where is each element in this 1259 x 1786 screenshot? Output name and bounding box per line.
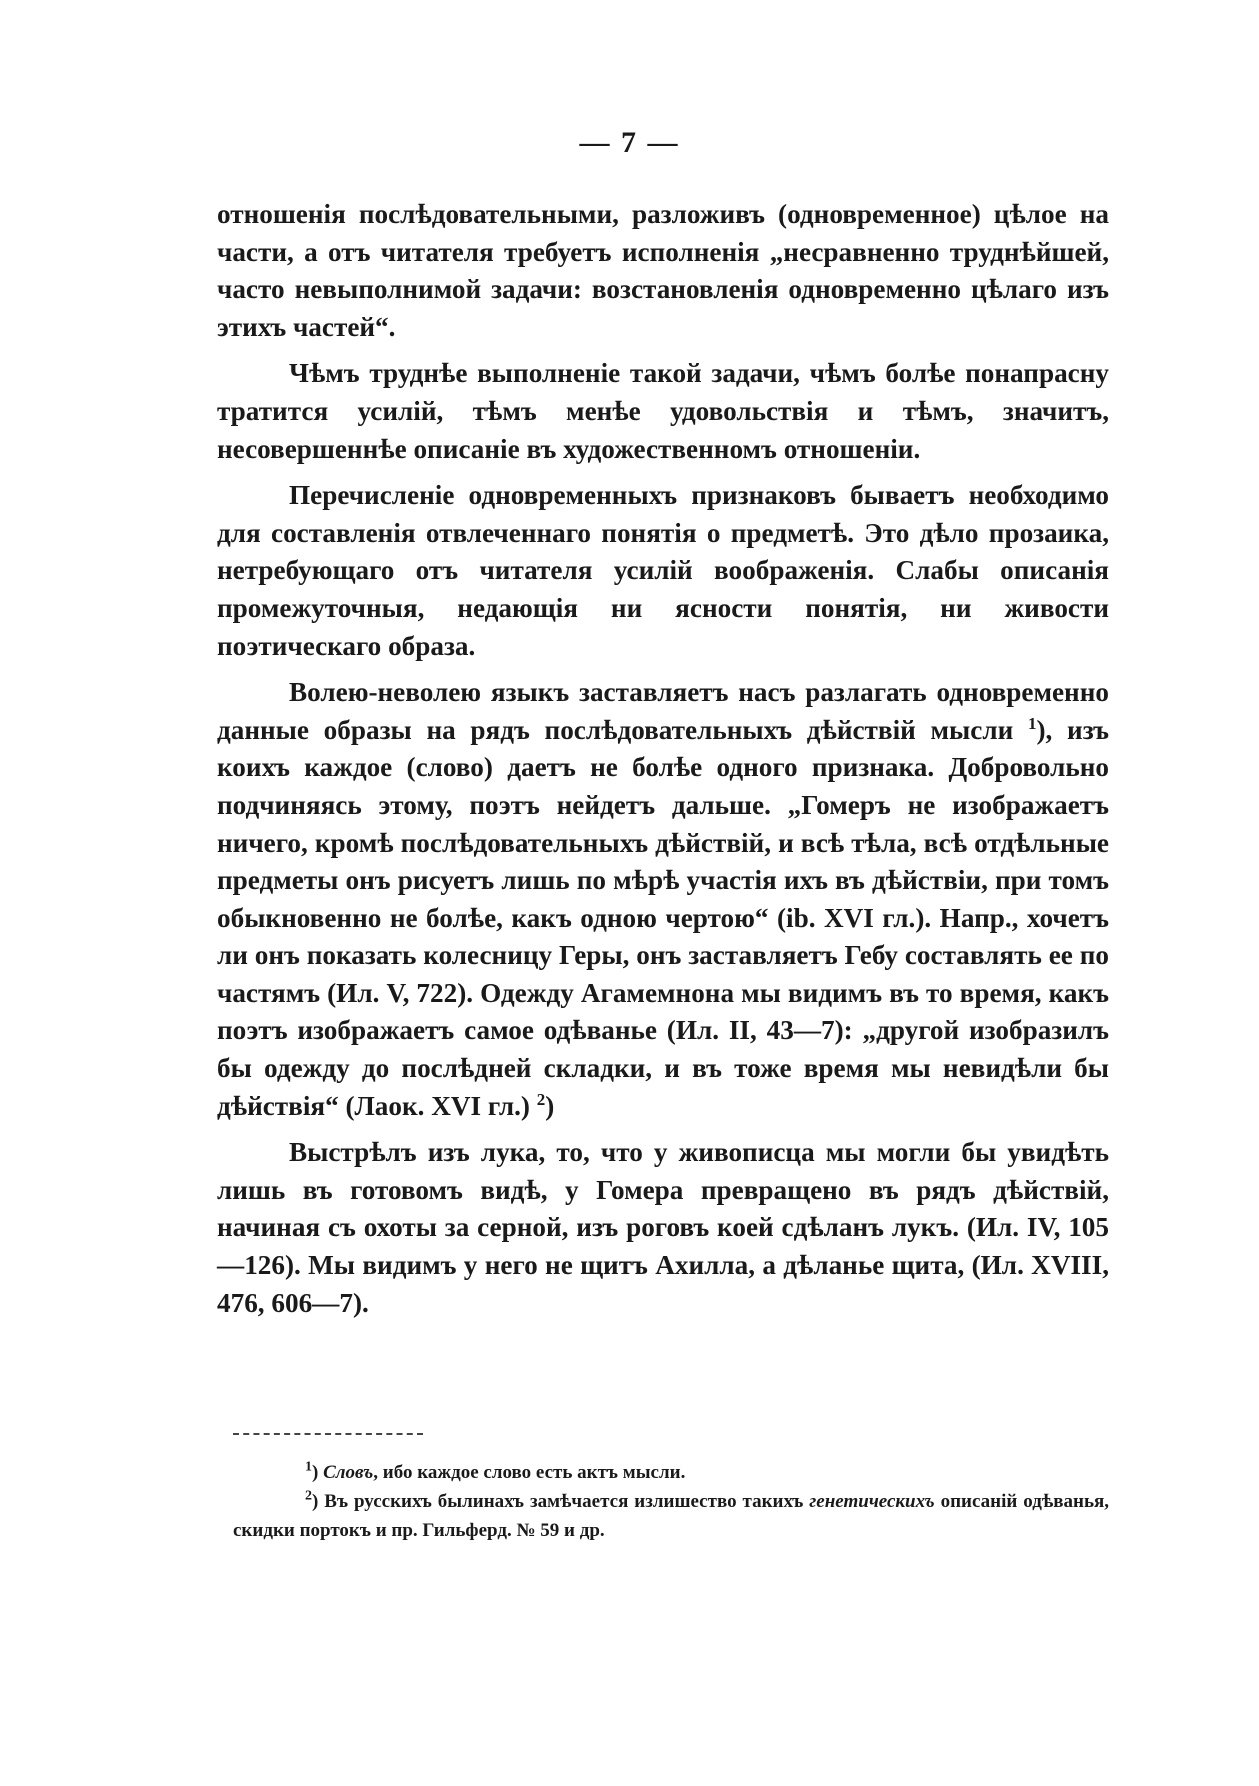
footnotes	[233, 1458, 1109, 1545]
page-number: — 7 —	[579, 126, 680, 159]
footnote-2-mark: 2	[305, 1488, 312, 1504]
footnote-2-text-1: Въ русскихъ былинахъ замѣчается излишество такихъ	[324, 1491, 804, 1512]
paragraph-4-part-1: Волею-неволею языкъ заставляетъ насъ разлагать одновременно данные образы на рядъ послѣдовательныхъ дѣйствій мысли	[217, 677, 1109, 745]
paragraph-3: Перечисленіе одновременныхъ признаковъ бываетъ необходимо для составленія отвлеченнаго понятія о предметѣ. Это дѣло прозаика, нетребующаго отъ читателя усилій воображенія. Слабы описанія промежуточныя, недающія ни ясности понятія, ни живости поэтическаго образа.	[217, 480, 1109, 661]
paragraph-1: отношенія послѣдовательными, разложивъ (одновременное) цѣлое на части, а отъ читателя требуетъ исполненія „несравненно труднѣйшей, часто невыполнимой задачи: возстановленія одновременно цѣлаго изъ этихъ частей“.	[217, 199, 1109, 342]
paragraph-2: Чѣмъ труднѣе выполненіе такой задачи, чѣмъ болѣе понапрасну тратится усилій, тѣмъ менѣе удовольствія и тѣмъ, значитъ, несовершеннѣе описаніе въ художественномъ отношеніи.	[217, 358, 1109, 464]
footnote-1	[233, 1458, 1109, 1487]
footnote-separator	[233, 1433, 423, 1435]
footnote-2	[233, 1487, 1109, 1545]
footnote-ref-2: 2	[536, 1089, 546, 1109]
paragraph-4-part-2: ), изъ коихъ каждое (слово) даетъ не болѣе одного признака. Добровольно подчиняясь этому, поэтъ нейдетъ дальше. „Гомеръ не изображаетъ ничего, кромѣ послѣдовательныхъ дѣйствій, и всѣ тѣла, всѣ отдѣльные предметы онъ рисуетъ лишь по мѣрѣ участія ихъ въ дѣйствіи, при томъ обыкновенно не болѣе, какъ одною чертою“ (ib. XVI гл.). Напр., хочетъ ли онъ показать колесницу Геры, онъ заставляетъ Гебу составлять ее по частямъ (Ил. V, 722). Одежду Агамемнона мы видимъ въ то время, какъ поэтъ изображаетъ самое одѣванье (Ил. II, 43—7): „другой изобразилъ бы одежду до послѣдней складки, и въ тоже время мы невидѣли бы дѣйствія“ (Лаок. XVI гл.)	[217, 714, 1110, 1121]
footnote-2-text-2: описаній одѣванья, скидки портокъ и пр. Гильферд. № 59 и др.	[233, 1491, 1110, 1541]
footnote-1-italic: Словъ	[323, 1462, 374, 1483]
footnote-1-mark: 1	[305, 1459, 312, 1475]
footnote-1-text: , ибо каждое слово есть актъ мысли.	[373, 1462, 686, 1483]
footnote-ref-1: 1	[1027, 713, 1037, 733]
paragraph-4-part-3: )	[545, 1090, 555, 1121]
footnote-2-italic: генетическихъ	[809, 1491, 935, 1512]
main-text	[217, 196, 1109, 1331]
paragraph-5: Выстрѣлъ изъ лука, то, что у живописца мы могли бы увидѣть лишь въ готовомъ видѣ, у Гомера превращено въ рядъ дѣйствій, начиная съ охоты за серной, изъ роговъ коей сдѣланъ лукъ. (Ил. IV, 105—126). Мы видимъ у него не щитъ Ахилла, а дѣланье щита, (Ил. XVIII, 476, 606—7).	[217, 1137, 1109, 1318]
footnote-2-close: )	[312, 1491, 319, 1512]
paragraph-4	[217, 674, 1109, 1125]
footnote-1-close: )	[312, 1462, 319, 1483]
